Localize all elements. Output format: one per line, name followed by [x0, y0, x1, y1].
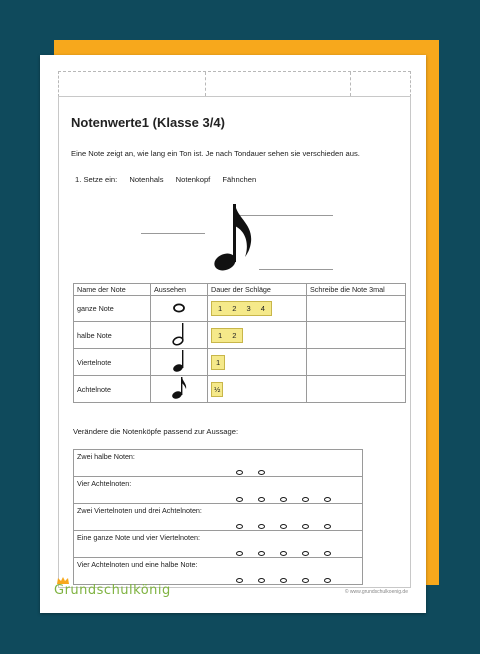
note-heads[interactable]: [236, 470, 265, 475]
note-heads[interactable]: [236, 497, 331, 502]
table-row: [74, 322, 406, 349]
beat-box: 1 2: [211, 328, 243, 343]
half-note-icon: [172, 322, 186, 346]
beat-box: 1 2 3 4: [211, 301, 272, 316]
statement-table: [73, 449, 363, 585]
note-name: halbe Note: [74, 322, 151, 349]
table-row: [74, 477, 363, 504]
table-row: [74, 450, 363, 477]
task-2: Verändere die Notenköpfe passend zur Aussage:: [73, 427, 239, 436]
note-heads[interactable]: [236, 578, 331, 583]
word-notenkopf: Notenkopf: [175, 175, 211, 184]
write-cell[interactable]: [307, 322, 406, 349]
note-heads[interactable]: [236, 551, 331, 556]
header-look: Aussehen: [151, 284, 208, 296]
brand-logo: Grundschulkönig: [54, 583, 171, 598]
statement-text: Eine ganze Note und vier Viertelnoten:: [77, 533, 200, 542]
task-1: [75, 175, 266, 184]
table-row: [74, 531, 363, 558]
note-table: [73, 283, 406, 403]
note-heads[interactable]: [236, 524, 331, 529]
note-name: Viertelnote: [74, 349, 151, 376]
header-name: Name der Note: [74, 284, 151, 296]
header-write: Schreibe die Note 3mal: [307, 284, 406, 296]
note-name: Achtelnote: [74, 376, 151, 403]
answer-line-2[interactable]: [141, 233, 205, 234]
statement-text: Zwei Viertelnoten und drei Achtelnoten:: [77, 506, 202, 515]
statement-text: Zwei halbe Noten:: [77, 452, 135, 461]
table-row: [74, 349, 406, 376]
top-dashed-strip: [58, 71, 411, 97]
table-row: [74, 504, 363, 531]
word-notenhals: Notenhals: [129, 175, 164, 184]
answer-line-3[interactable]: [259, 269, 333, 270]
word-faehnchen: Fähnchen: [222, 175, 257, 184]
whole-note-icon: [173, 303, 185, 313]
note-name: ganze Note: [74, 296, 151, 322]
copyright-text: © www.grundschulkoenig.de: [344, 589, 408, 595]
worksheet-frame: [58, 96, 411, 588]
quarter-note-icon: [172, 349, 186, 373]
page-title: Notenwerte1 (Klasse 3/4): [71, 115, 225, 130]
eighth-note-small-icon: [171, 376, 187, 400]
beat-box: ½: [211, 382, 223, 397]
worksheet-page: [40, 55, 426, 613]
beat-box: 1: [211, 355, 225, 370]
table-row: [74, 376, 406, 403]
task-1-label: 1. Setze ein:: [75, 175, 118, 184]
table-row: [74, 558, 363, 585]
statement-text: Vier Achtelnoten und eine halbe Note:: [77, 560, 198, 569]
table-row: [74, 296, 406, 322]
write-cell[interactable]: [307, 349, 406, 376]
statement-text: Vier Achtelnoten:: [77, 479, 132, 488]
write-cell[interactable]: [307, 376, 406, 403]
write-cell[interactable]: [307, 296, 406, 322]
intro-text: Eine Note zeigt an, wie lang ein Ton ist. Je nach Tondauer sehen sie verschieden aus.: [71, 149, 360, 158]
header-beats: Dauer der Schläge: [208, 284, 307, 296]
eighth-note-icon: [213, 202, 257, 274]
